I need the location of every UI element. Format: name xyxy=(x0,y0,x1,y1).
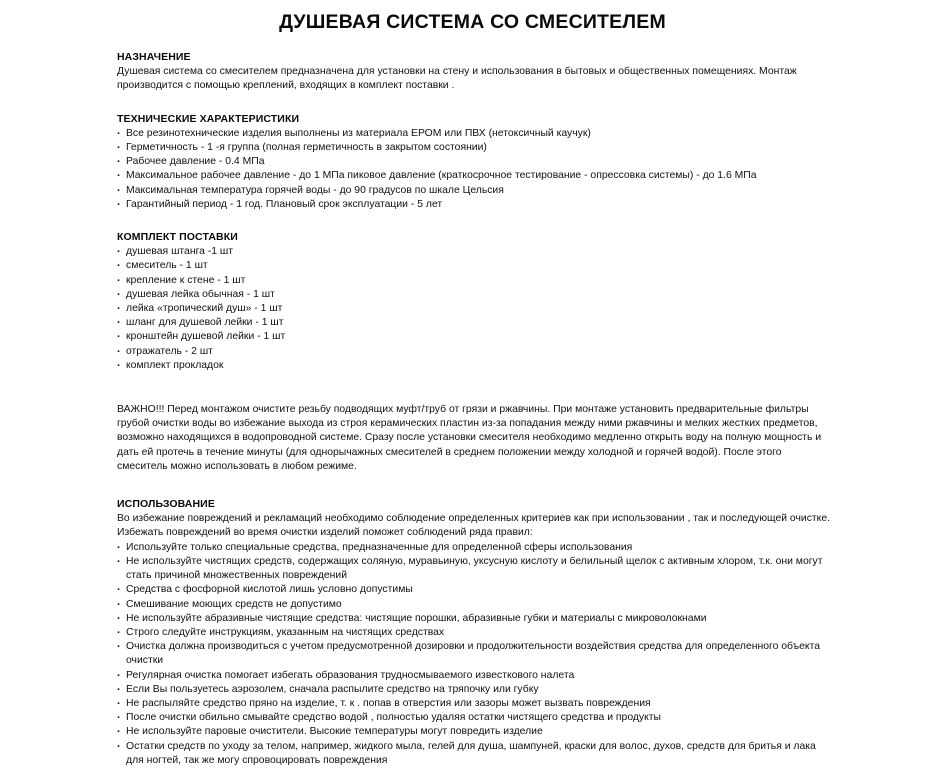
list-item: · Смешивание моющих средств не допустимо xyxy=(117,598,833,612)
list-item: · душевая штанга -1 шт xyxy=(117,245,833,259)
list-item: · Максимальное рабочее давление - до 1 МПа пиковое давление (краткосрочное тестирование - опрессовка системы) - до 1.6 МПа xyxy=(117,169,833,183)
section-usage-intro: Во избежание повреждений и рекламаций необходимо соблюдение определенных критериев как при использовании , так и последующей очистке. Избежать повреждений во время очистки изделий поможет соблюдений ряда правил: xyxy=(117,513,830,539)
list-item: · Гарантийный период - 1 год. Плановый срок эксплуатации - 5 лет xyxy=(117,198,833,212)
section-kit-heading: КОМПЛЕКТ ПОСТАВКИ xyxy=(117,231,238,244)
list-item: · После очистки обильно смывайте средство водой , полностью удаляя остатки чистящего средства и продукты xyxy=(117,711,833,725)
list-item: · Если Вы пользуетесь аэрозолем, сначала распылите средство на тряпочку или губку xyxy=(117,683,833,697)
spacer xyxy=(117,105,833,112)
list-item: · душевая лейка обычная - 1 шт xyxy=(117,288,833,302)
section-purpose-heading: НАЗНАЧЕНИЕ xyxy=(117,51,191,63)
section-specs-heading: ТЕХНИЧЕСКИЕ ХАРАКТЕРИСТИКИ xyxy=(117,112,300,125)
spacer xyxy=(117,223,833,230)
list-item: · Максимальная температура горячей воды - до 90 градусов по шкале Цельсия xyxy=(117,184,833,198)
section-important xyxy=(117,403,833,474)
usage-list xyxy=(117,541,833,768)
specs-list xyxy=(117,127,833,212)
kit-list xyxy=(117,245,833,373)
section-specs xyxy=(117,112,833,212)
list-item: · кронштейн душевой лейки - 1 шт xyxy=(117,330,833,344)
spacer xyxy=(117,485,833,497)
section-usage xyxy=(117,497,833,768)
page-title: ДУШЕВАЯ СИСТЕМА СО СМЕСИТЕЛЕМ xyxy=(279,11,666,33)
list-item: · Герметичность - 1 -я группа (полная герметичность в закрытом состоянии) xyxy=(117,141,833,155)
list-item: · Все резинотехнические изделия выполнены из материала ЕРОМ или ПВХ (нетоксичный каучук) xyxy=(117,127,833,141)
section-purpose xyxy=(117,50,833,94)
list-item: · Регулярная очистка помогает избегать образования трудносмываемого известкового налета xyxy=(117,669,833,683)
document-body xyxy=(117,50,833,779)
list-item: · Рабочее давление - 0.4 МПа xyxy=(117,155,833,169)
list-item: · Очистка должна производиться с учетом предусмотренной дозировки и продолжительности воздействия средства для определенного объекта очистки xyxy=(117,640,833,668)
list-item: · крепление к стене - 1 шт xyxy=(117,274,833,288)
list-item: · отражатель - 2 шт xyxy=(117,345,833,359)
section-usage-heading: ИСПОЛЬЗОВАНИЕ xyxy=(117,498,215,511)
list-item: · Строго следуйте инструкциям, указанным на чистящих средствах xyxy=(117,626,833,640)
list-item: · Используйте только специальные средства, предназначенные для определенной сферы использования xyxy=(117,541,833,555)
section-kit xyxy=(117,230,833,373)
list-item: · Не используйте паровые очистители. Высокие температуры могут повредить изделие xyxy=(117,725,833,739)
important-notice: ВАЖНО!!! Перед монтажом очистите резьбу подводящих муфт/труб от грязи и ржавчины. При монтаже установить предварительные фильтры грубой очистки воды во избежание выхода из строя керамических пластин из-за попадания между ними ржавчины и мелких жестких предметов, возможно находящихся в водопроводной системе. Сразу после установки смесителя необходимо медленно открыть воду на полную мощность и дать ей протечь в течение минуты (для однорычажных смесителей в среднем положении между холодной и горячей водой). После этого смеситель можно использовать в любом режиме. xyxy=(117,404,822,472)
list-item: · Средства с фосфорной кислотой лишь условно допустимы xyxy=(117,583,833,597)
section-purpose-body: Душевая система со смесителем предназначена для установки на стену и использования в бытовых и общественных помещениях. Монтаж производится с помощью креплений, входящих в комплект поставки . xyxy=(117,66,797,92)
spacer xyxy=(117,384,833,403)
list-item: · Не используйте абразивные чистящие средства: чистящие порошки, абразивные губки и материалы с микроволокнами xyxy=(117,612,833,626)
list-item: · Остатки средств по уходу за телом, например, жидкого мыла, гелей для душа, шампуней, краски для волос, духов, средств для бритья и лака для ногтей, так же могу спровоцировать повреждения xyxy=(117,740,833,768)
list-item: · Не распыляйте средство пряно на изделие, т. к . попав в отверстия или зазоры может вызвать повреждения xyxy=(117,697,833,711)
list-item: · шланг для душевой лейки - 1 шт xyxy=(117,316,833,330)
list-item: · лейка «тропический душ» - 1 шт xyxy=(117,302,833,316)
list-item: · смеситель - 1 шт xyxy=(117,259,833,273)
list-item: · Не используйте чистящих средств, содержащих соляную, муравьиную, уксусную кислоту и белильный щелок с активным хлором, т.к. они могут стать причиной множественных повреждений xyxy=(117,555,833,583)
list-item: · комплект прокладок xyxy=(117,359,833,373)
